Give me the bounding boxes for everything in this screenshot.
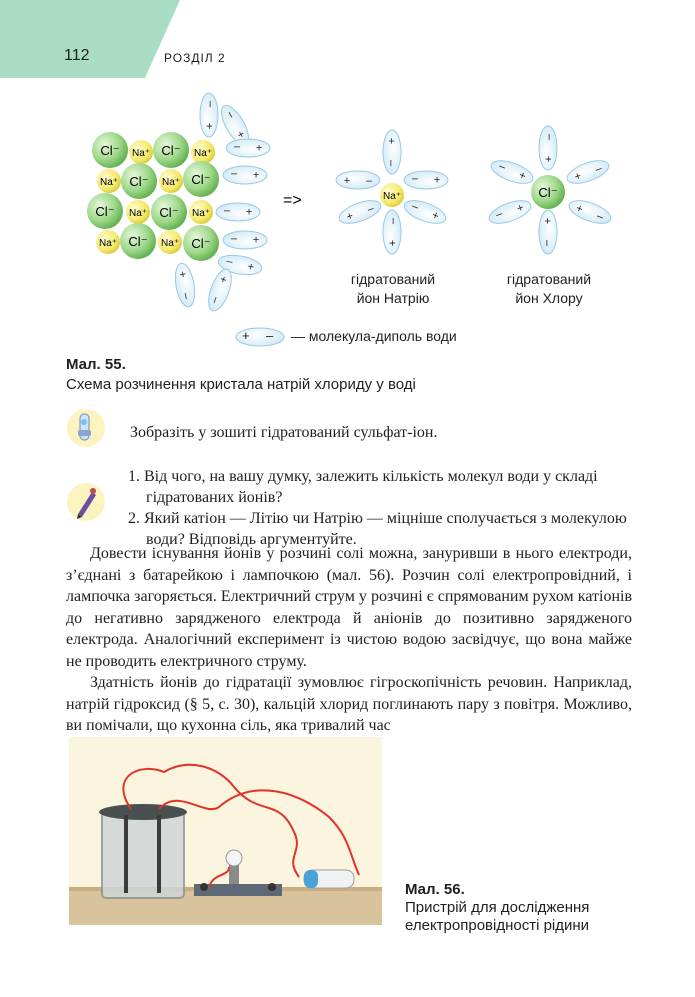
svg-text:Na⁺: Na⁺ (382, 191, 402, 202)
pencil-icon (66, 482, 106, 522)
page-number: 112 (64, 47, 90, 64)
svg-text:Cl⁻: Cl⁻ (191, 236, 211, 251)
svg-text:Cl⁻: Cl⁻ (128, 234, 148, 249)
svg-text:Na⁺: Na⁺ (161, 177, 181, 188)
question-item: 2. Який катіон — Літію чи Натрію — міцніше сполучається з молекулою води? Відповідь аргументуйте. (128, 510, 627, 548)
hydrated-na-label: гідратований йон Натрію (350, 271, 436, 306)
hydrated-cl-ion (486, 126, 614, 254)
svg-text:Na⁺: Na⁺ (98, 238, 118, 249)
crystal-water-dipoles (172, 93, 270, 314)
svg-text:Cl⁻: Cl⁻ (100, 143, 120, 158)
svg-text:Cl⁻: Cl⁻ (191, 172, 211, 187)
svg-text:Cl⁻: Cl⁻ (161, 143, 181, 158)
svg-text:Cl⁻: Cl⁻ (159, 205, 179, 220)
figure-56-photo (69, 737, 382, 925)
figure-56-caption-title: Мал. 56. (405, 881, 465, 898)
legend-text: — молекула-диполь води (291, 328, 457, 344)
question-list (128, 466, 633, 550)
legend-plus: + (242, 328, 250, 343)
figure-56-caption-text: Пристрій для дослідження електропровідності рідини (405, 899, 590, 934)
svg-text:Cl⁻: Cl⁻ (95, 204, 115, 219)
conductivity-apparatus (69, 737, 382, 925)
nacl-crystal (87, 132, 219, 261)
hydrated-na-ion (336, 130, 449, 254)
svg-text:Na⁺: Na⁺ (128, 208, 148, 219)
svg-text:Na⁺: Na⁺ (99, 177, 119, 188)
figure-55-caption-text: Схема розчинення кристала натрій хлориду у воді (66, 376, 416, 393)
svg-text:Na⁺: Na⁺ (193, 148, 213, 159)
legend-minus: – (266, 328, 274, 343)
svg-text:Na⁺: Na⁺ (191, 208, 211, 219)
svg-text:Na⁺: Na⁺ (160, 238, 180, 249)
test-tube-icon (66, 408, 106, 448)
svg-text:Cl⁻: Cl⁻ (129, 174, 149, 189)
hydrated-cl-label: гідратований йон Хлору (506, 271, 592, 306)
body-text (66, 543, 632, 737)
task-text: Зобразіть у зошиті гідратований сульфат-іон. (130, 424, 438, 441)
paragraph: Здатність йонів до гідратації зумовлює гігроскопічність речовин. Наприклад, натрій гідроксид (§ 5, с. 30), кальцій хлорид поглинають пару з повітря. Можливо, ви помічали, що кухонна сіль, яка тривалий час (66, 674, 632, 734)
svg-text:Cl⁻: Cl⁻ (538, 185, 558, 200)
section-title: РОЗДІЛ 2 (164, 51, 226, 65)
figure-55-caption-title: Мал. 55. (66, 356, 126, 373)
question-item: 1. Від чого, на вашу думку, залежить кількість молекул води у складі гідратованих йонів? (128, 468, 598, 506)
figure-55: – Cl⁻ Na⁺ Cl⁻ Na⁺ Na⁺ Cl⁻ Na⁺ Cl⁻ Cl⁻ Na⁺ Cl⁻ Na⁺ Na⁺ Cl⁻ Na⁺ Cl⁻ => Na⁺ Cl⁻ (0, 0, 695, 997)
paragraph: Довести існування йонів у розчині солі можна, зануривши в нього електроди, з’єднані з батарейкою і лампочкою (мал. 56). Розчин солі електропровідний, і лампочка загоряється. Електричний струм у розчині є спрямованим рухом катіонів до негативно зарядженого електрода й аніонів до позитивно зарядженого електрода. Аналогічний експеримент із чистою водою засвідчує, що вона майже не проводить електричного струму. (66, 545, 632, 670)
reaction-arrow: => (283, 192, 302, 209)
svg-text:Na⁺: Na⁺ (131, 148, 151, 159)
